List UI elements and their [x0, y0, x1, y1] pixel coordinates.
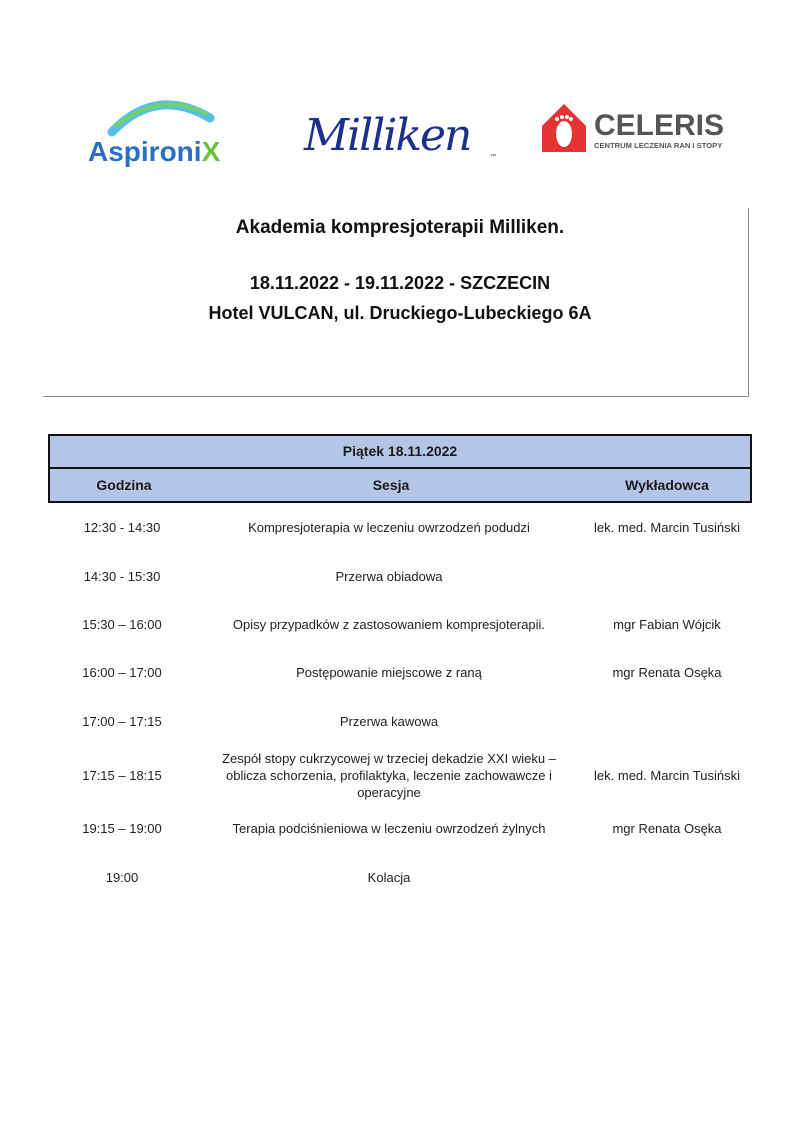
row-lecturer: mgr Renata Osęka [612, 664, 722, 680]
row-session: Przerwa obiadowa [335, 568, 443, 584]
row-time: 12:30 - 14:30 [83, 519, 161, 535]
table-row [48, 612, 748, 636]
row-time: 16:00 – 17:00 [82, 664, 162, 680]
aspironix-logo [86, 88, 246, 168]
aspironix-wordmark: AspironiX [88, 136, 221, 167]
row-time: 19:15 – 19:00 [82, 820, 162, 836]
column-header-lecturer: Wykładowca [625, 477, 709, 493]
event-title: Akademia kompresjoterapii Milliken. [235, 217, 565, 238]
row-session: Przerwa kawowa [339, 713, 439, 729]
row-lecturer: mgr Renata Osęka [612, 820, 722, 836]
table-row [48, 865, 748, 889]
table-row [48, 709, 748, 733]
row-session: Zespół stopy cukrzycowej w trzeciej dekadzie XXI wieku – oblicza schorzenia, profilaktyka, leczenie zachowawcze i operacyjne [222, 750, 556, 800]
row-lecturer [582, 865, 752, 889]
row-session: Opisy przypadków z zastosowaniem kompresjoterapii. [232, 616, 546, 632]
foot-house-icon [542, 104, 586, 152]
celeris-logo [540, 102, 730, 158]
row-time: 17:15 – 18:15 [82, 767, 162, 783]
row-time: 17:00 – 17:15 [82, 713, 162, 729]
row-lecturer: lek. med. Marcin Tusiński [594, 767, 740, 783]
table-row [48, 515, 748, 539]
event-dates: 18.11.2022 - 19.11.2022 - SZCZECIN [249, 273, 551, 293]
row-session: Kolacja [367, 869, 411, 885]
schedule-table-header [48, 434, 752, 503]
table-row [48, 748, 748, 802]
row-time: 15:30 – 16:00 [82, 616, 162, 632]
row-lecturer: mgr Fabian Wójcik [613, 616, 721, 632]
table-row [48, 660, 748, 684]
row-session: Terapia podciśnieniowa w leczeniu owrzodzeń żylnych [232, 820, 546, 836]
table-row [48, 816, 748, 840]
row-lecturer [582, 564, 752, 588]
column-header-session: Sesja [372, 477, 410, 493]
milliken-logo [300, 104, 500, 164]
row-time: 14:30 - 15:30 [83, 568, 161, 584]
milliken-wordmark: Milliken [304, 110, 471, 161]
row-time: 19:00 [105, 869, 139, 885]
celeris-tagline: CENTRUM LECZENIA RAN I STOPY [594, 141, 723, 150]
row-lecturer [582, 709, 752, 733]
row-lecturer: lek. med. Marcin Tusiński [594, 519, 740, 535]
column-header-time: Godzina [96, 477, 152, 493]
day-heading: Piątek 18.11.2022 [50, 436, 750, 469]
row-session: Postępowanie miejscowe z raną [296, 664, 482, 680]
table-row [48, 564, 748, 588]
event-venue: Hotel VULCAN, ul. Druckiego-Lubeckiego 6A [208, 303, 592, 323]
svg-text:™: ™ [490, 154, 496, 160]
row-session: Kompresjoterapia w leczeniu owrzodzeń podudzi [248, 519, 530, 535]
logos-bar [0, 80, 800, 180]
celeris-wordmark: CELERIS [594, 109, 725, 142]
column-headers [50, 469, 750, 501]
